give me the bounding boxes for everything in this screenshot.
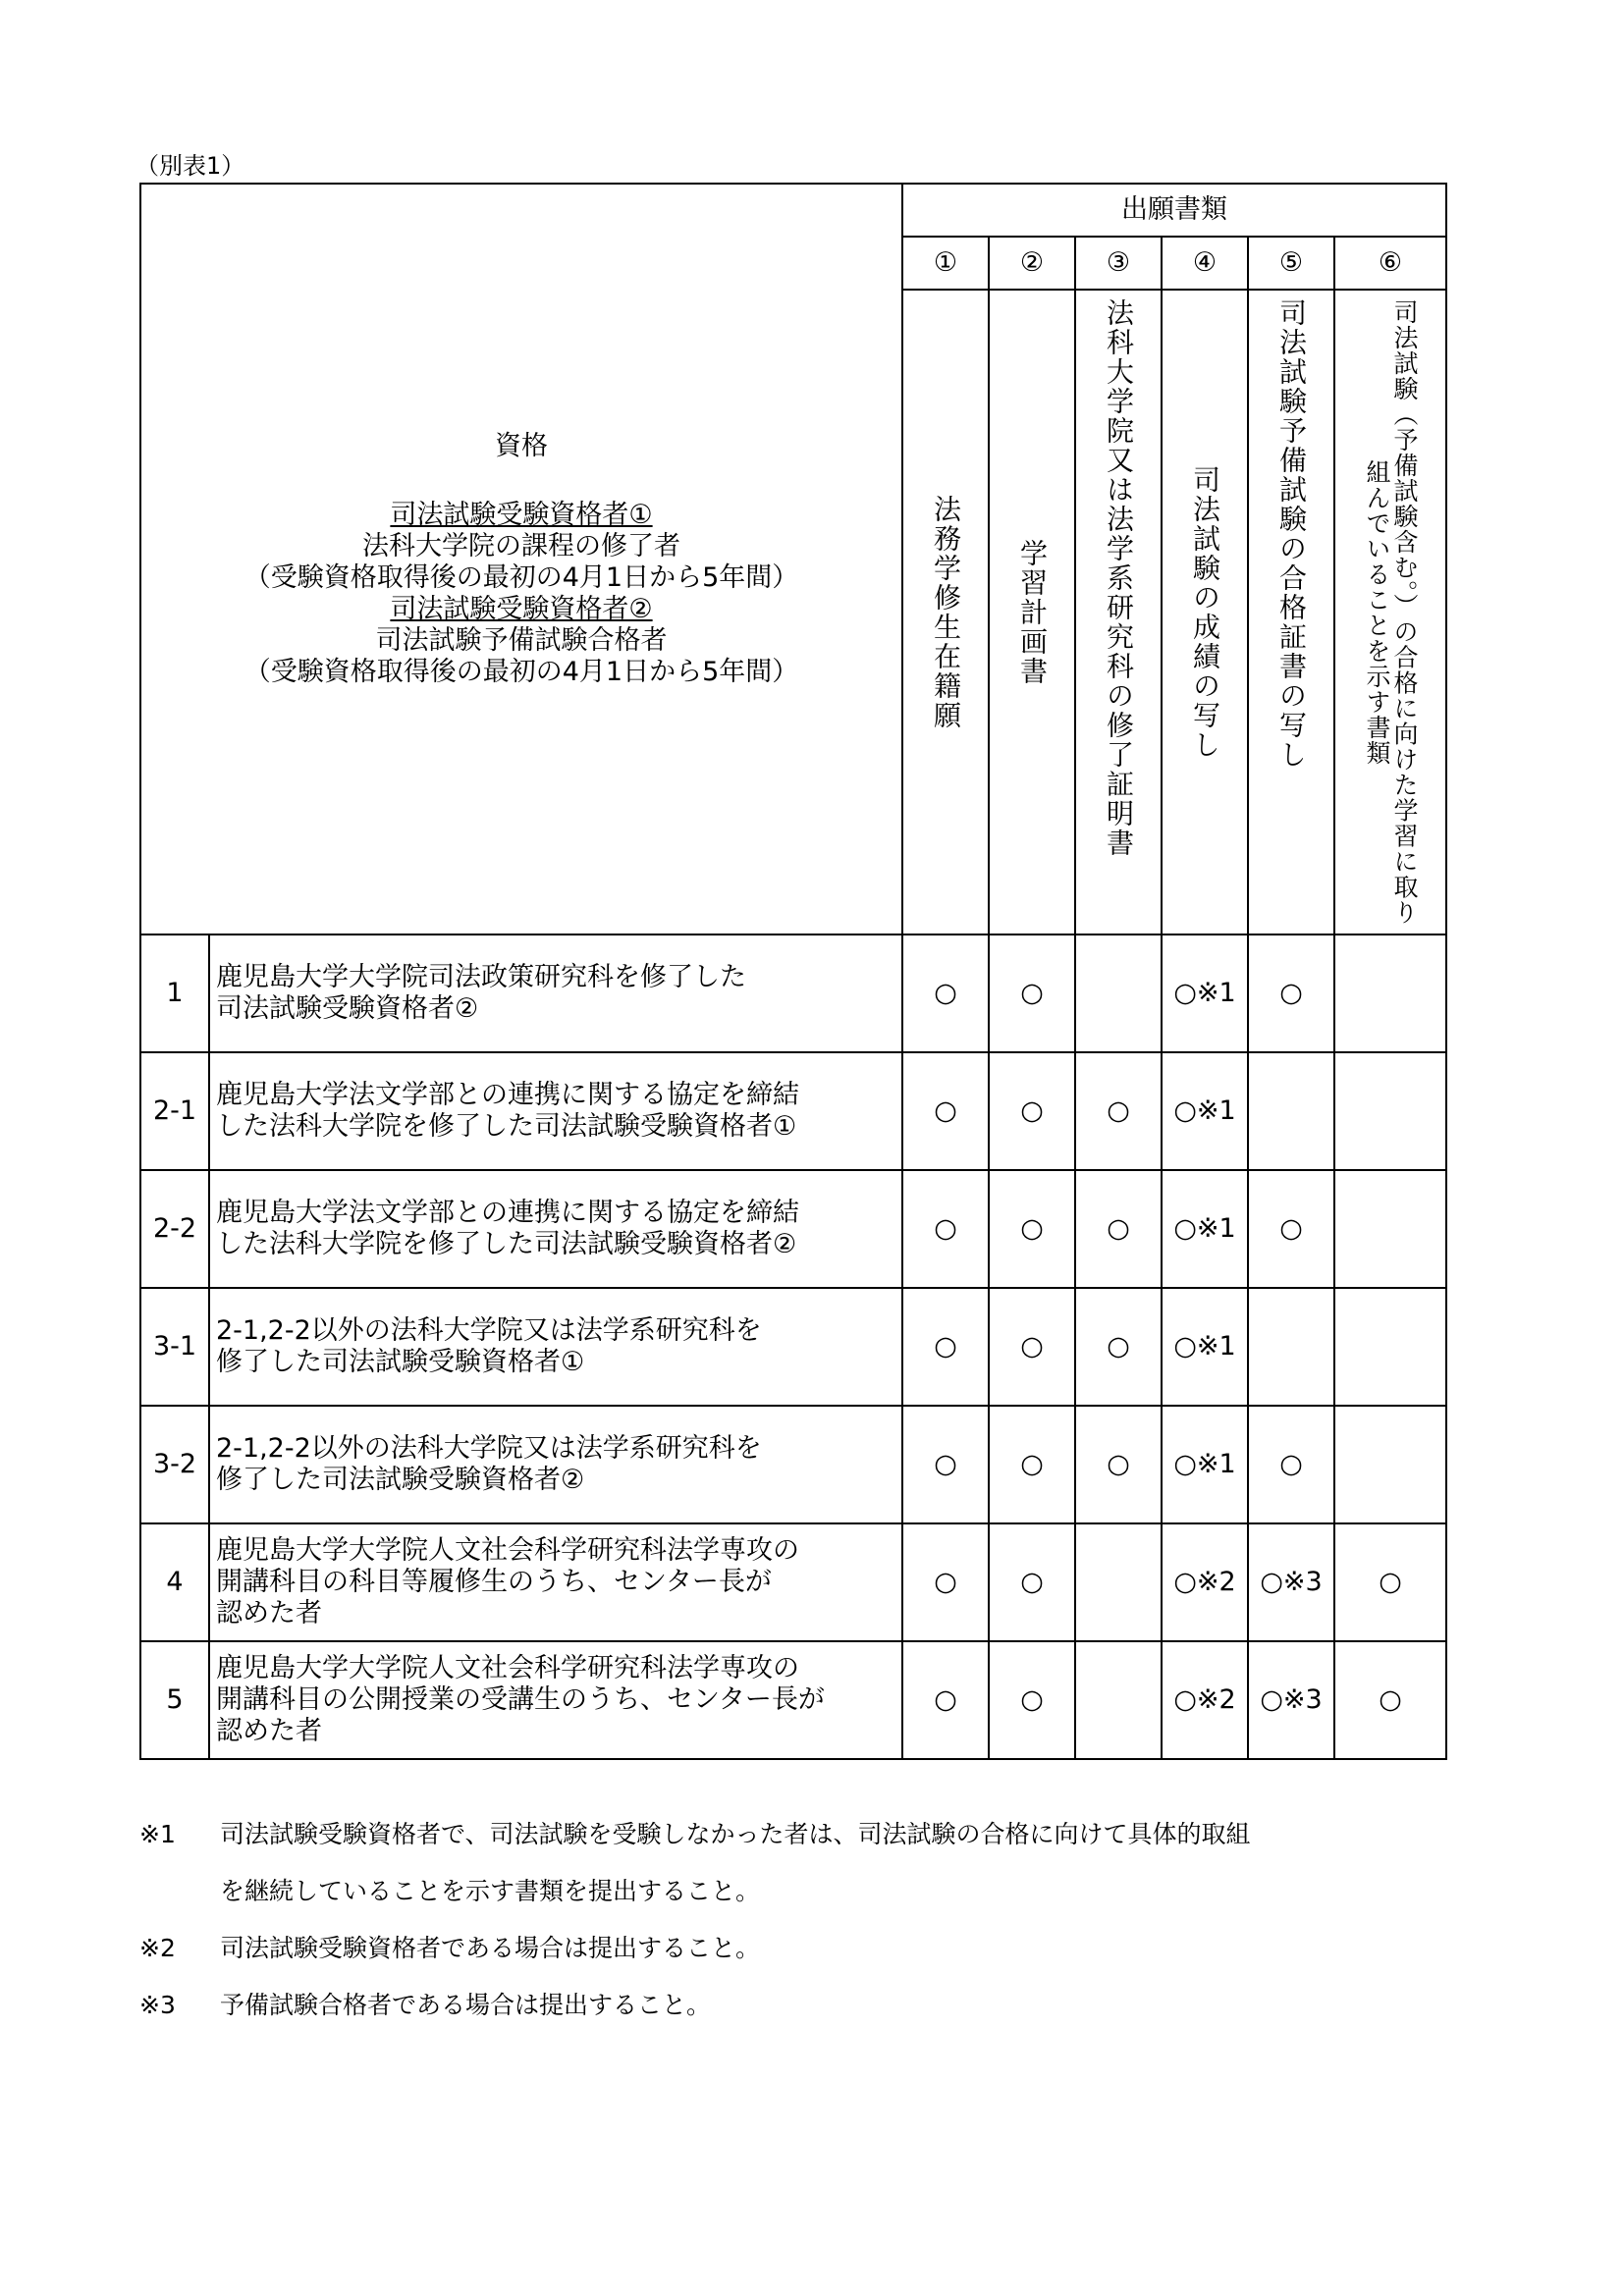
mark-cell: ○ [989,1523,1075,1641]
mark-cell: ○ [1075,1052,1162,1170]
note-line: 司法試験受験資格者で、司法試験を受験しなかった者は、司法試験の合格に向けて具体的取組 [220,1820,1251,1848]
column-label-cell [989,290,1075,934]
row-description-line: 認めた者 [216,1716,322,1746]
row-description-line: 鹿児島大学大学院人文社会科学研究科法学専攻の [216,1535,799,1566]
qualification-line: 司法試験受験資格者② [390,593,653,624]
row-description-line: 修了した司法試験受験資格者② [216,1465,585,1495]
row-description-line: 司法試験受験資格者② [216,993,479,1024]
mark-cell: ○ [1334,1523,1446,1641]
column-number: ④ [1162,237,1248,290]
row-description [209,934,902,1052]
mark-cell: ○※1 [1162,1170,1248,1288]
mark-cell: ○ [902,1406,989,1523]
column-number: ② [989,237,1075,290]
column-label: 司法試験予備試験の合格証書の写し [1275,298,1309,770]
column-label: 司法試験（予備試験含む。）の合格に向けた学習に取り組んでいることを示す書類 [1363,299,1420,926]
column-label-cell [1334,290,1446,934]
row-number: 4 [140,1523,209,1641]
qualification-line: 法科大学院の課程の修了者 [362,530,680,561]
column-number: ⑥ [1334,237,1446,290]
mark-cell [1334,1406,1446,1523]
mark-cell: ○ [1248,934,1334,1052]
column-label: 法科大学院又は法学系研究科の修了証明書 [1103,298,1136,858]
mark-cell: ○ [1248,1170,1334,1288]
qualification-title: 資格 [495,430,548,461]
documents-group-header: 出願書類 [902,184,1446,237]
mark-cell: ○ [989,1052,1075,1170]
mark-cell: ○※1 [1162,1288,1248,1406]
row-description-line: 開講科目の公開授業の受講生のうち、センター長が [216,1684,825,1715]
row-description-line: 認めた者 [216,1598,322,1629]
column-label: 法務学修生在籍願 [930,494,963,730]
note [139,1991,1465,2020]
table-row [140,1052,1446,1170]
mark-cell: ○ [902,1288,989,1406]
mark-cell: ○ [902,934,989,1052]
note-text [220,1820,1465,1906]
mark-cell: ○※3 [1248,1523,1334,1641]
table-row [140,1523,1446,1641]
mark-cell [1075,934,1162,1052]
row-description [209,1170,902,1288]
row-description [209,1052,902,1170]
note-mark: ※2 [139,1934,176,1962]
mark-cell [1334,1288,1446,1406]
column-label-cell [1162,290,1248,934]
note-mark: ※3 [139,1991,176,2019]
mark-cell [1248,1052,1334,1170]
application-documents-table [139,183,1447,1760]
row-description [209,1641,902,1759]
mark-cell: ○ [902,1170,989,1288]
mark-cell: ○※1 [1162,1406,1248,1523]
row-description-line: 鹿児島大学大学院人文社会科学研究科法学専攻の [216,1653,799,1683]
mark-cell: ○ [1075,1288,1162,1406]
mark-cell: ○ [902,1052,989,1170]
qualification-line: 司法試験予備試験合格者 [375,624,668,656]
row-number: 2-2 [140,1170,209,1288]
column-number: ⑤ [1248,237,1334,290]
note [139,1934,1465,1963]
mark-cell [1075,1523,1162,1641]
mark-cell: ○ [1075,1170,1162,1288]
row-description-line: した法科大学院を修了した司法試験受験資格者② [216,1229,797,1259]
qualification-header [140,184,902,934]
row-description-line: 2-1,2-2以外の法科大学院又は法学系研究科を [216,1433,762,1464]
note [139,1820,1465,1906]
column-label-cell [1075,290,1162,934]
note-text [220,1991,1465,2020]
row-description-line: 2-1,2-2以外の法科大学院又は法学系研究科を [216,1315,762,1346]
row-description-line: 開講科目の科目等履修生のうち、センター長が [216,1567,772,1597]
column-number: ① [902,237,989,290]
row-description-line: 修了した司法試験受験資格者① [216,1347,585,1377]
table-row [140,1641,1446,1759]
mark-cell [1248,1288,1334,1406]
mark-cell [1075,1641,1162,1759]
notes [139,1820,1465,2048]
table-row [140,1288,1446,1406]
note-line: 司法試験受験資格者である場合は提出すること。 [220,1934,761,1962]
mark-cell: ○ [989,934,1075,1052]
mark-cell: ○ [989,1288,1075,1406]
row-number: 1 [140,934,209,1052]
row-description-line: 鹿児島大学法文学部との連携に関する協定を締結 [216,1080,799,1110]
column-label-cell [1248,290,1334,934]
mark-cell [1334,1170,1446,1288]
qualification-line: （受験資格取得後の最初の4月1日から5年間） [244,561,799,593]
note-mark: ※1 [139,1820,176,1848]
row-description-line: した法科大学院を修了した司法試験受験資格者① [216,1111,797,1142]
column-label-cell [902,290,989,934]
column-label: 司法試験の成績の写し [1189,464,1222,760]
row-number: 3-1 [140,1288,209,1406]
row-description [209,1406,902,1523]
mark-cell: ○※3 [1248,1641,1334,1759]
row-number: 3-2 [140,1406,209,1523]
mark-cell: ○ [902,1523,989,1641]
mark-cell: ○※1 [1162,934,1248,1052]
mark-cell: ○※2 [1162,1641,1248,1759]
mark-cell: ○ [989,1406,1075,1523]
column-label: 学習計画書 [1016,538,1050,686]
qualification-line: （受験資格取得後の最初の4月1日から5年間） [244,656,799,687]
mark-cell [1334,934,1446,1052]
mark-cell: ○ [989,1170,1075,1288]
row-description-line: 鹿児島大学法文学部との連携に関する協定を締結 [216,1198,799,1228]
row-description [209,1523,902,1641]
mark-cell: ○ [1248,1406,1334,1523]
table-row [140,1406,1446,1523]
table-caption: （別表1） [135,152,245,180]
row-number: 5 [140,1641,209,1759]
mark-cell [1334,1052,1446,1170]
row-description [209,1288,902,1406]
note-line: 予備試験合格者である場合は提出すること。 [220,1991,712,2019]
table-row [140,1170,1446,1288]
mark-cell: ○ [1334,1641,1446,1759]
mark-cell: ○ [902,1641,989,1759]
table-row [140,934,1446,1052]
note-line: を継続していることを示す書類を提出すること。 [220,1877,761,1905]
mark-cell: ○ [1075,1406,1162,1523]
note-text [220,1934,1465,1963]
mark-cell: ○ [989,1641,1075,1759]
row-description-line: 鹿児島大学大学院司法政策研究科を修了した [216,962,746,992]
column-number: ③ [1075,237,1162,290]
qualification-line: 司法試験受験資格者① [390,499,653,530]
row-number: 2-1 [140,1052,209,1170]
mark-cell: ○※2 [1162,1523,1248,1641]
mark-cell: ○※1 [1162,1052,1248,1170]
